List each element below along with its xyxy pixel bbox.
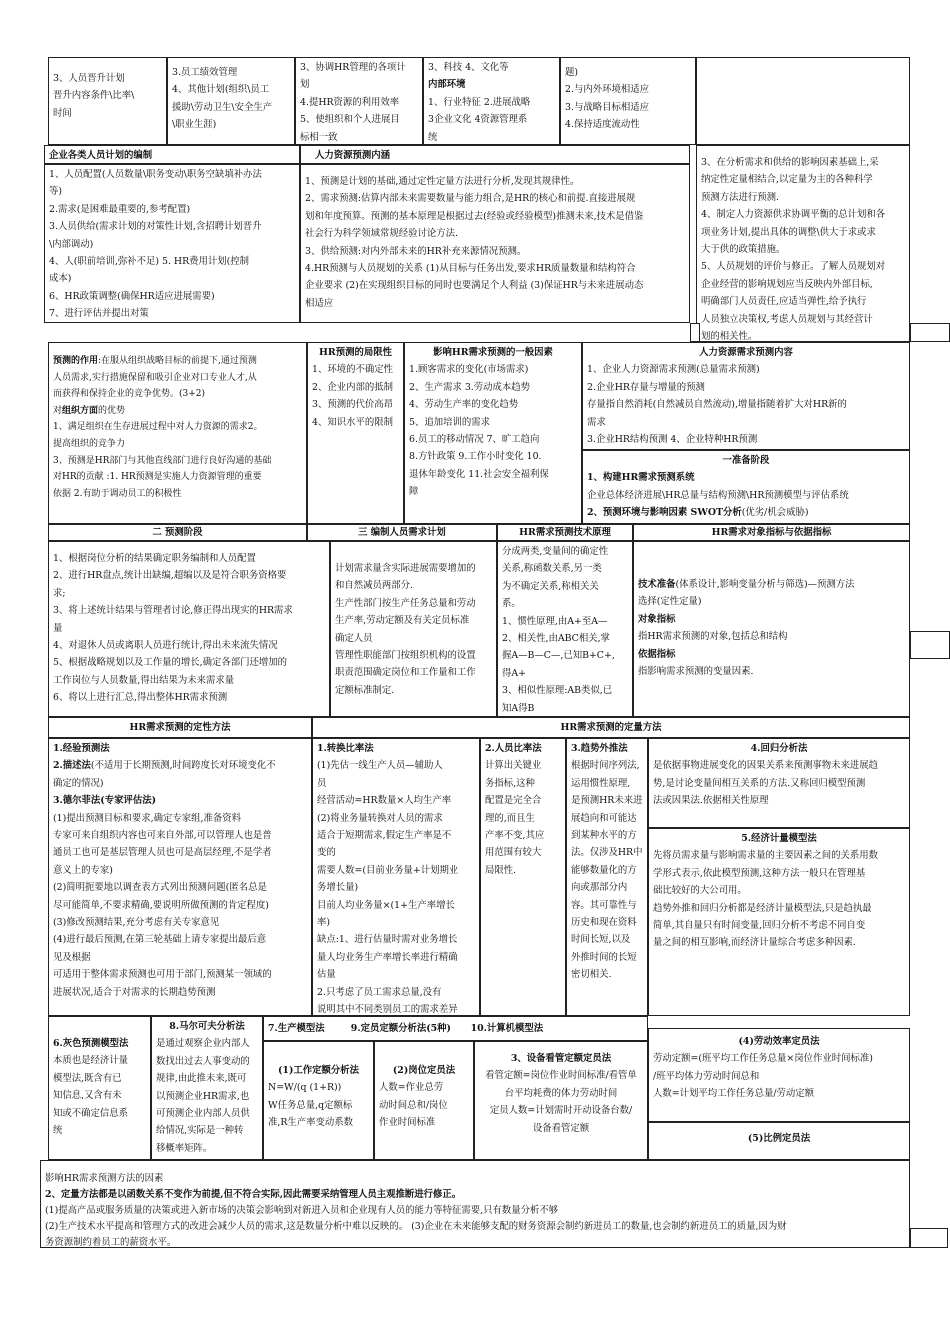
text-line: 先将员需求量与影响需求量的主要因素之间的关系用数 — [653, 850, 879, 862]
econometric — [648, 828, 910, 1016]
text-line: 人数=作业总劳 — [379, 1082, 444, 1094]
regression — [648, 738, 910, 828]
text-line: 运用惯性原理, — [571, 777, 631, 789]
quota-method-label: 9.定员定额分析法(5种) — [350, 1023, 451, 1034]
text-line: N=W/(q (1+R)) — [268, 1082, 342, 1094]
trend-extrapolation — [566, 738, 648, 1016]
text-line: 配置是完全合 — [485, 795, 542, 807]
text-line: 3.人员供给(需求计划的对策性计划,含招聘计划晋升 — [49, 221, 262, 233]
text-line: 企业要求 (2)在实现组织目标的同时也要满足个人利益 (3)保证HR与未来进展动态 — [305, 280, 644, 292]
forecast-role-label: 预测的作用 — [53, 356, 99, 366]
swot-note: (优劣/机会威胁) — [741, 507, 809, 519]
text-line: 知或不确定信息系 — [53, 1107, 129, 1119]
text-line: 明确部门人员责任,应适当弹性,给予执行 — [701, 296, 867, 308]
text-line: 生产率,劳动定额及有关定员标准 — [335, 615, 470, 627]
text-line: 2、企业内部的抵制 — [312, 381, 393, 393]
text-line: 知信息,又含有未 — [53, 1090, 122, 1102]
indicator-line: (体系设计,影响变量分析与筛选)—预测方法 — [675, 579, 855, 590]
text-line: 等) — [49, 186, 63, 198]
r1-cell-5 — [560, 57, 696, 145]
tech-prep-label: 技术准备 — [638, 579, 676, 590]
text-line: 根据时间序列法, — [571, 760, 640, 772]
text-line: 项业务计划,提出具体的调整\供大于求或求 — [701, 226, 876, 238]
factors-title: 影响HR需求预测的一般因素 — [433, 347, 553, 358]
text-line: 说明其中不同类别员工的需求差异 — [317, 1004, 458, 1016]
text-line: 4、其他计划(组织\员工 — [172, 84, 270, 96]
text-line: 社会行为科学领域常规经验讨论方法. — [305, 228, 458, 240]
text-line: 设备看管定额 — [532, 1122, 590, 1134]
text-line: 经营活动=HR数量×人均生产率 — [317, 795, 452, 807]
text-line: 容。其可靠性与 — [571, 899, 637, 911]
text-line: 1、人员配置(人员数量\职务变动\职务空缺填补办法 — [49, 169, 262, 180]
text-line: 1、惯性原理,由A+至A— — [502, 615, 608, 627]
notes-line: 影响HR需求预测方法的因素 — [45, 1173, 164, 1184]
text-line: 5、追加培训的需求 — [409, 416, 490, 428]
text-line: 需要人数=(目前业务量+计划期业 — [317, 864, 459, 876]
text-line: 3.员工绩效管理 — [172, 67, 238, 78]
text-line: 晋升内容条件\比率\ — [53, 90, 135, 102]
basis-indicator-label: 依据指标 — [638, 648, 676, 660]
text-line: 成本) — [49, 273, 72, 285]
prep-stage-title: 一准备阶段 — [722, 455, 770, 466]
text-line: 4、劳动生产率的变化趋势 — [409, 399, 519, 411]
text-line: 通员工也可是基层管理人员也可是高层经理,不是学者 — [53, 847, 272, 859]
text-line: 法或因果法.依据相关性原理 — [653, 795, 769, 807]
post-quota — [374, 1041, 474, 1160]
text-line: 握A—B—C—,已知B+C+, — [502, 650, 615, 662]
text-line: 5、人员规划的评价与修正。了解人员规划对 — [701, 261, 886, 273]
text-line: \内部调动) — [49, 238, 94, 250]
stage2-body — [48, 541, 330, 717]
text-line: 尽可能简单,不要求精确,要说明所做预测的肯定程度) — [53, 899, 269, 911]
conversion-ratio — [312, 738, 480, 1016]
text-line: 见及根据 — [53, 951, 91, 963]
text-line: 管理性职能部门按组织机构的设置 — [335, 650, 476, 662]
prep-env-label: 2、预测环境与影响因素 — [587, 507, 688, 519]
text-line: 是预测HR未来进 — [571, 795, 643, 807]
text-line: 3企业文化 4资源管理系 — [428, 114, 528, 126]
text-line: 3、相似性原理:AB类似,已 — [502, 685, 613, 697]
text-line: 看管定额=岗位作业时间标准/看管单 — [485, 1070, 637, 1082]
text-line: 4、知识水平的限制 — [312, 416, 393, 428]
text-line: 定额标准制定. — [335, 684, 395, 696]
text-line: 相适应 — [305, 297, 334, 309]
production-model-label: 7.生产模型法 — [268, 1023, 325, 1034]
text-line: 规律,由此推未来,既可 — [156, 1073, 247, 1085]
stage3-header: 三 编制人员需求计划 — [307, 524, 497, 541]
personnel-ratio — [480, 738, 566, 1016]
text-line: 划和年度预算。预测的基本原理是根据过去(经验或经验模型)推测未来,技术是借鉴 — [305, 210, 644, 222]
labor-efficiency — [648, 1028, 910, 1122]
text-line: 存量指自然消耗(自然减员自然流动),增量指随着扩大对HR新的 — [587, 399, 847, 411]
quantitative-header: HR需求预测的定量方法 — [312, 717, 910, 738]
text-line: 量 — [53, 622, 63, 634]
text-line: 划 — [300, 79, 310, 91]
m1-title: (1)工作定额分析法 — [277, 1065, 360, 1076]
text-line: 3、预测的代价高昂 — [312, 399, 393, 411]
text-line: 变的 — [317, 847, 336, 859]
text-line: 定员人数=计划需时开动设备台数/ — [489, 1105, 633, 1117]
text-line: 动时间总和/岗位 — [379, 1099, 448, 1111]
object-indicator-label: 对象指标 — [638, 613, 676, 625]
text-line: 学形式表示,依此模型预测,这种方法一般只在管理基 — [653, 867, 866, 879]
ratio-title: 1.转换比率法 — [317, 743, 374, 754]
reg-title: 4.回归分析法 — [750, 743, 808, 754]
text-line: 人数=计划平均工作任务总量/劳动定额 — [653, 1088, 815, 1100]
text-line: 务增长量) — [317, 882, 359, 894]
limits-title: HR预测的局限性 — [319, 347, 392, 358]
trend-title: 3.趋势外推法 — [571, 743, 628, 754]
proportion-quota: (5)比例定员法 — [648, 1122, 910, 1160]
notes-line: (2)生产技术水平提高和管理方式的改进会减少人员的需求,这是数量分析中难以反映的。 (3)企业在未来能够支配的财务资源会制约新进员工的数量,也会制约新进员工的质量,因为财 — [45, 1221, 787, 1232]
qualitative-body — [48, 738, 312, 1016]
role-line: 而获得和保持企业的竞争优势。(3+2) — [53, 389, 206, 400]
text-line: 确定人员 — [335, 632, 373, 644]
text-line: 人员独立决策权,考虑人员规划与其经营计 — [701, 313, 873, 325]
text-line: 局限性. — [485, 864, 517, 876]
markov — [151, 1016, 263, 1160]
text-line: 到某种水平的方 — [571, 830, 637, 842]
text-line: 需求 — [587, 416, 606, 428]
text-line: (2)简明扼要地以调查表方式列出预测问题(匿名总是 — [53, 882, 267, 894]
indicator-line: 选择(定性定量) — [638, 596, 702, 608]
text-line: 预测方法进行预测. — [701, 191, 779, 203]
stage2-header: 二 预测阶段 — [48, 524, 307, 541]
role-line: 的优势 — [98, 405, 126, 416]
m2-title: (2)岗位定员法 — [392, 1065, 456, 1076]
econ-title: 5.经济计量模型法 — [741, 833, 817, 844]
r1-cell-6 — [696, 57, 910, 145]
text-line: 能够数量化的方 — [571, 864, 637, 876]
text-line: 4、人(职前培训,弥补不足) 5. HR费用计划(控制 — [49, 256, 250, 268]
text-line: 准,R生产率变动系数 — [268, 1117, 354, 1129]
text-line: 分成两类,变量间的确定性 — [502, 546, 609, 557]
qual-method: 1.经验预测法 — [53, 743, 110, 754]
qualitative-header: HR需求预测的定性方法 — [48, 717, 312, 738]
text-line: 纳定性定量相结合,以定量为主的各种科学 — [701, 174, 873, 186]
role-line: :在服从组织战略目标的前提下,通过预测 — [98, 356, 257, 366]
text-line: 历史和现在资料 — [571, 917, 637, 929]
text-line: (1)先估一线生产人员—辅助人 — [317, 760, 443, 772]
text-line: 标相一致 — [300, 131, 338, 143]
text-line: 4.提HR资源的利用效率 — [300, 96, 400, 108]
text-line: 4.HR预测与人员规划的关系 (1)从目标与任务出发,要求HR质量数量和结构符合 — [305, 263, 636, 275]
work-quota — [263, 1041, 374, 1160]
text-line: 系。 — [502, 598, 521, 610]
text-line: 4.保持适度流动性 — [565, 119, 640, 131]
role-line: 对HR的贡献 :1. HR预测是实施人力资源管理的重要 — [53, 472, 262, 483]
text-line: 密切相关. — [571, 969, 612, 981]
principle-header: HR需求预测技术原理 — [497, 524, 633, 541]
notes-line: 务资源制约着员工的薪资水平。 — [45, 1237, 177, 1248]
indicator-header: HR需求对象指标与依据指标 — [633, 524, 910, 541]
text-line: 法。仅涉及HR中 — [571, 847, 643, 859]
gray-title: 6.灰色预测模型法 — [53, 1038, 129, 1049]
qual-line: 确定的情况) — [53, 777, 104, 789]
text-line: 求; — [53, 587, 66, 599]
text-line: 统 — [53, 1125, 63, 1137]
text-line: (3)修改预测结果,充分考虑有关专家意见 — [53, 917, 220, 929]
text-line: 向或那部分内 — [571, 882, 628, 894]
text-line: 1、环境的不确定性 — [312, 364, 393, 376]
edge-box-right-2 — [910, 631, 950, 659]
role-line: 3、预测是HR部门与其他直线部门进行良好沟通的基础 — [53, 455, 272, 466]
text-line: 势,是讨论变量间相互关系的方法.又称回归模型预测 — [653, 777, 866, 789]
text-line: 5、根据战略规划以及工作量的增长,确定各部门还增加的 — [53, 657, 287, 669]
text-line: 展趋向和可能达 — [571, 812, 637, 824]
plan-compile-header: 企业各类人员计划的编制 — [44, 145, 300, 164]
text-line: 可预测企业内部人员供 — [156, 1108, 250, 1120]
text-line: 外推时间的长短 — [571, 951, 637, 963]
demand-content — [582, 342, 910, 450]
text-line: 3.企业HR结构预测 4、企业特种HR预测 — [587, 434, 758, 446]
text-line: 关系,称函数关系,另一类 — [502, 563, 602, 575]
text-line: (4)进行最后预测,在第三轮基础上请专家提出最后意 — [53, 934, 267, 946]
text-line: 3、科技 4、文化等 — [428, 62, 509, 73]
text-line: 适合于短期需求,假定生产率是不 — [317, 830, 452, 842]
text-line: 简单,其自量只有时间变量,回归分析不考虑不同自变 — [653, 920, 866, 932]
text-line: 专家可来自组织内容也可来自外部,可以管理人也是普 — [53, 830, 272, 842]
forecast-meaning-header: 人力资源预测内涵 — [300, 145, 690, 164]
content-title: 人力资源需求预测内容 — [699, 347, 793, 358]
text-line: 2.企业HR存量与增量的预测 — [587, 381, 705, 393]
text-line: (1)提出预测目标和要求,确定专家组,准备资料 — [53, 812, 241, 824]
text-line: 3、将上述统计结果与管理者讨论,修正得出现实的HR需求 — [53, 605, 293, 617]
text-line: 时间长短,以及 — [571, 934, 631, 946]
prep-stage-line: 企业总体经济进展\HR总量与结构预测\HR预测模型与评估系统 — [587, 489, 849, 501]
qual-method: 2.描述法 — [53, 760, 91, 772]
text-line: 础比较好的大公司用。 — [653, 885, 747, 897]
qual-method: 3.德尔菲法(专家评估法) — [53, 795, 157, 807]
text-line: 3、协调HR管理的各项计 — [300, 62, 406, 73]
gray-model — [48, 1016, 151, 1160]
text-line: 为不确定关系,称相关关 — [502, 580, 599, 592]
text-line: 3、人员晋升计划 — [53, 73, 125, 84]
r1-cell-4 — [423, 57, 560, 145]
swot-label: SWOT分析 — [687, 507, 742, 519]
notes-line: 2、定量方法都是以函数关系不变作为前提,但不符合实际,因此需要采纳管理人员主观推断进行修正。 — [45, 1189, 462, 1200]
text-line: 用范围有较大 — [485, 847, 542, 859]
text-line: 6、将以上进行汇总,得出整体HR需求预测 — [53, 692, 228, 704]
text-line: 1、预测是计划的基础,通过定性定量方法进行分析,发现其规律性。 — [305, 176, 580, 187]
text-line: 可适用于整体需求预测也可用于部门,预测某一领域的 — [53, 969, 272, 981]
text-line: \职业生涯) — [172, 119, 217, 131]
forecast-limits — [307, 342, 404, 524]
notes-line: (1)提高产品或服务质量的决策或进入新市场的决策会影响到对新进入员和企业现有人员的能力等特征需要,只有数量分析不够 — [45, 1205, 559, 1216]
text-line: 援助\劳动卫生\安全生产 — [172, 101, 273, 113]
text-line: 劳动定额=(班平均工作任务总量×岗位作业时间标准) — [653, 1053, 873, 1065]
text-line: 进展状况,适合于对需求的长期趋势预测 — [53, 986, 216, 998]
text-line: 得A+ — [502, 667, 527, 679]
text-line: 6、HR政策调整(确保HR适应进展需要) — [49, 290, 215, 302]
text-line: 率) — [317, 917, 331, 929]
text-line: 6.员工的移动情况 7、旷工趋向 — [409, 434, 540, 446]
text-line: 3、供给预测:对内外部未来的HR补充来源情况预测。 — [305, 245, 527, 257]
text-line: 意义上的专家) — [53, 864, 113, 876]
text-line: 和自然减员两部分. — [335, 580, 413, 592]
text-line: 本质也是经济计量 — [53, 1055, 129, 1067]
edge-box-right-3 — [910, 1228, 948, 1248]
text-line: 4、制定人力资源供求协调平衡的总计划和各 — [701, 209, 886, 221]
text-line: 内部环境 — [428, 79, 466, 91]
text-line: 数找出过去人事变动的 — [156, 1055, 250, 1067]
text-line: W任务总量,q定额标 — [268, 1099, 353, 1111]
forecast-meaning-body — [300, 164, 690, 323]
text-line: 2、生产需求 3.劳动成本趋势 — [409, 381, 531, 393]
m3-title: 3、设备看管定额定员法 — [510, 1053, 612, 1064]
text-line: 2.需求(是困难最重要的,参考配置) — [49, 203, 191, 215]
demand-factors — [404, 342, 582, 524]
text-line: 2、进行HR盘点,统计出缺编,超编以及是符合职务资格要 — [53, 570, 287, 582]
text-line: 1.顾客需求的变化(市场需求) — [409, 364, 529, 376]
text-line: 生产性部门按生产任务总量和劳动 — [335, 597, 476, 609]
stage3-body — [330, 541, 497, 717]
text-line: 缺点:1、进行估量时需对业务增长 — [317, 934, 458, 946]
r1-cell-3 — [295, 57, 423, 145]
text-line: 员 — [317, 777, 327, 789]
text-line: 1、企业人力资源需求预测(总量需求预测) — [587, 364, 760, 376]
labor-title: (4)劳动效率定员法 — [738, 1036, 820, 1047]
text-line: 1、根据岗位分析的结果确定职务编制和人员配置 — [53, 553, 256, 564]
text-line: 7、进行评估并提出对策 — [49, 308, 149, 320]
indicator-line: 指HR需求预测的对象,包括总和结构 — [638, 631, 788, 643]
edge-box-right-0 — [690, 323, 700, 342]
role-line: 依据 2.有助于调动员工的积极性 — [53, 488, 182, 499]
text-line: 是通过观察企业内部人 — [156, 1038, 250, 1050]
forecast-role-body — [48, 342, 307, 524]
text-line: 量人均业务生产率增长率进行精确 — [317, 951, 458, 963]
text-line: 2、相关性,由ABC相关,掌 — [502, 633, 610, 645]
text-line: 知A得B — [502, 702, 535, 714]
text-line: 趋势外推和回归分析都是经济计量模型法,只是趋执最 — [653, 902, 872, 914]
text-line: 5、使组织和个人进展目 — [300, 114, 400, 126]
r1-cell-2 — [167, 57, 295, 145]
text-line: 企业经营的影响规划应当反映内外部目标, — [701, 278, 873, 290]
text-line: 移概率矩阵。 — [156, 1142, 213, 1154]
text-line: 职责范围确定岗位和工作量和工作 — [335, 667, 476, 679]
text-line: 退休年龄变化 11.社会安全福利保 — [409, 468, 549, 480]
text-line: 理的,而且生 — [485, 812, 535, 824]
text-line: 划的相关性。 — [701, 331, 758, 342]
role-line: 1、满足组织在生存进展过程中对人力资源的需求2。 — [53, 422, 263, 433]
text-line: 产率不变,其应 — [485, 830, 545, 842]
text-line: 估量 — [317, 969, 336, 981]
text-line: 计划需求量含实际进展需要增加的 — [335, 563, 476, 574]
text-line: 务指标,这种 — [485, 777, 535, 789]
text-line: 工作岗位与人员数量,得出结果为未来需求量 — [53, 674, 235, 686]
model-methods-header — [263, 1016, 648, 1041]
text-line: 题) — [565, 67, 579, 78]
factor-notes — [40, 1160, 910, 1248]
role-line: 人员需求,实行措施保留和吸引企业对口专业人才,从 — [53, 372, 257, 383]
text-line: 3、在分析需求和供给的影响因素基础上,采 — [701, 157, 879, 168]
text-line: 2.只考虑了员工需求总量,没有 — [317, 986, 442, 998]
text-line: 量之间的相互影响,而经济计量综合考虑多种因素. — [653, 937, 856, 949]
text-line: 是依据事物进展变化的因果关系来预测事物未来进展趋 — [653, 760, 879, 772]
text-line: 时间 — [53, 107, 72, 119]
text-line: 目前人均业务量×(1+生产率增长 — [317, 899, 455, 911]
text-line: 1、行业特征 2.进展战略 — [428, 96, 531, 108]
text-line: 2.与内外环境相适应 — [565, 84, 649, 96]
qual-line: (不适用于长期预测,时间跨度长对环境变化不 — [90, 760, 276, 772]
role-line: 对 — [53, 405, 63, 416]
text-line: 8.方针政策 9.工作小时变化 10. — [409, 451, 542, 463]
text-line: 台平均耗费的体力劳动时间 — [504, 1087, 618, 1099]
prep-stage — [582, 450, 910, 524]
text-line: 给情况,实际是一种转 — [156, 1125, 244, 1137]
plan-compile-body — [44, 164, 300, 323]
indicator-body — [633, 541, 910, 717]
org-aspect-label: 组织方面 — [62, 405, 99, 416]
text-line: 3.与战略目标相适应 — [565, 101, 649, 113]
forecast-steps-body — [696, 145, 910, 342]
role-line: 提高组织的竞争力 — [53, 438, 126, 449]
text-line: 计算出关键业 — [485, 760, 542, 772]
indicator-line: 指影响需求预测的变量因素. — [638, 666, 754, 678]
per-title: 2.人员比率法 — [485, 743, 542, 754]
computer-model-label: 10.计算机模型法 — [470, 1023, 544, 1034]
text-line: 以预测企业HR需求,也 — [156, 1090, 250, 1102]
equipment-quota — [474, 1041, 648, 1160]
markov-title: 8.马尔可夫分析法 — [169, 1021, 245, 1032]
edge-box-right-1 — [910, 323, 950, 342]
text-line: 大于供的政策措施。 — [701, 244, 786, 256]
text-line: 统 — [428, 131, 438, 143]
text-line: /班平均体力劳动时间总和 — [653, 1070, 760, 1082]
r1-cell-1 — [48, 57, 167, 145]
principle-body — [497, 541, 633, 717]
text-line: 障 — [409, 486, 419, 498]
prep-stage-line: 1、构建HR需求预测系统 — [587, 472, 695, 484]
text-line: 4、对退休人员或离职人员进行统计,得出未来流失情况 — [53, 640, 278, 652]
text-line: (2)将业务量转换对人员的需求 — [317, 812, 443, 824]
text-line: 作业时间标准 — [379, 1117, 436, 1129]
text-line: 2、需求预测:估算内部未来需要数量与能力组合,是HR的核心和前提.直接进展规 — [305, 193, 636, 205]
text-line: 模型法,既含有已 — [53, 1072, 122, 1084]
